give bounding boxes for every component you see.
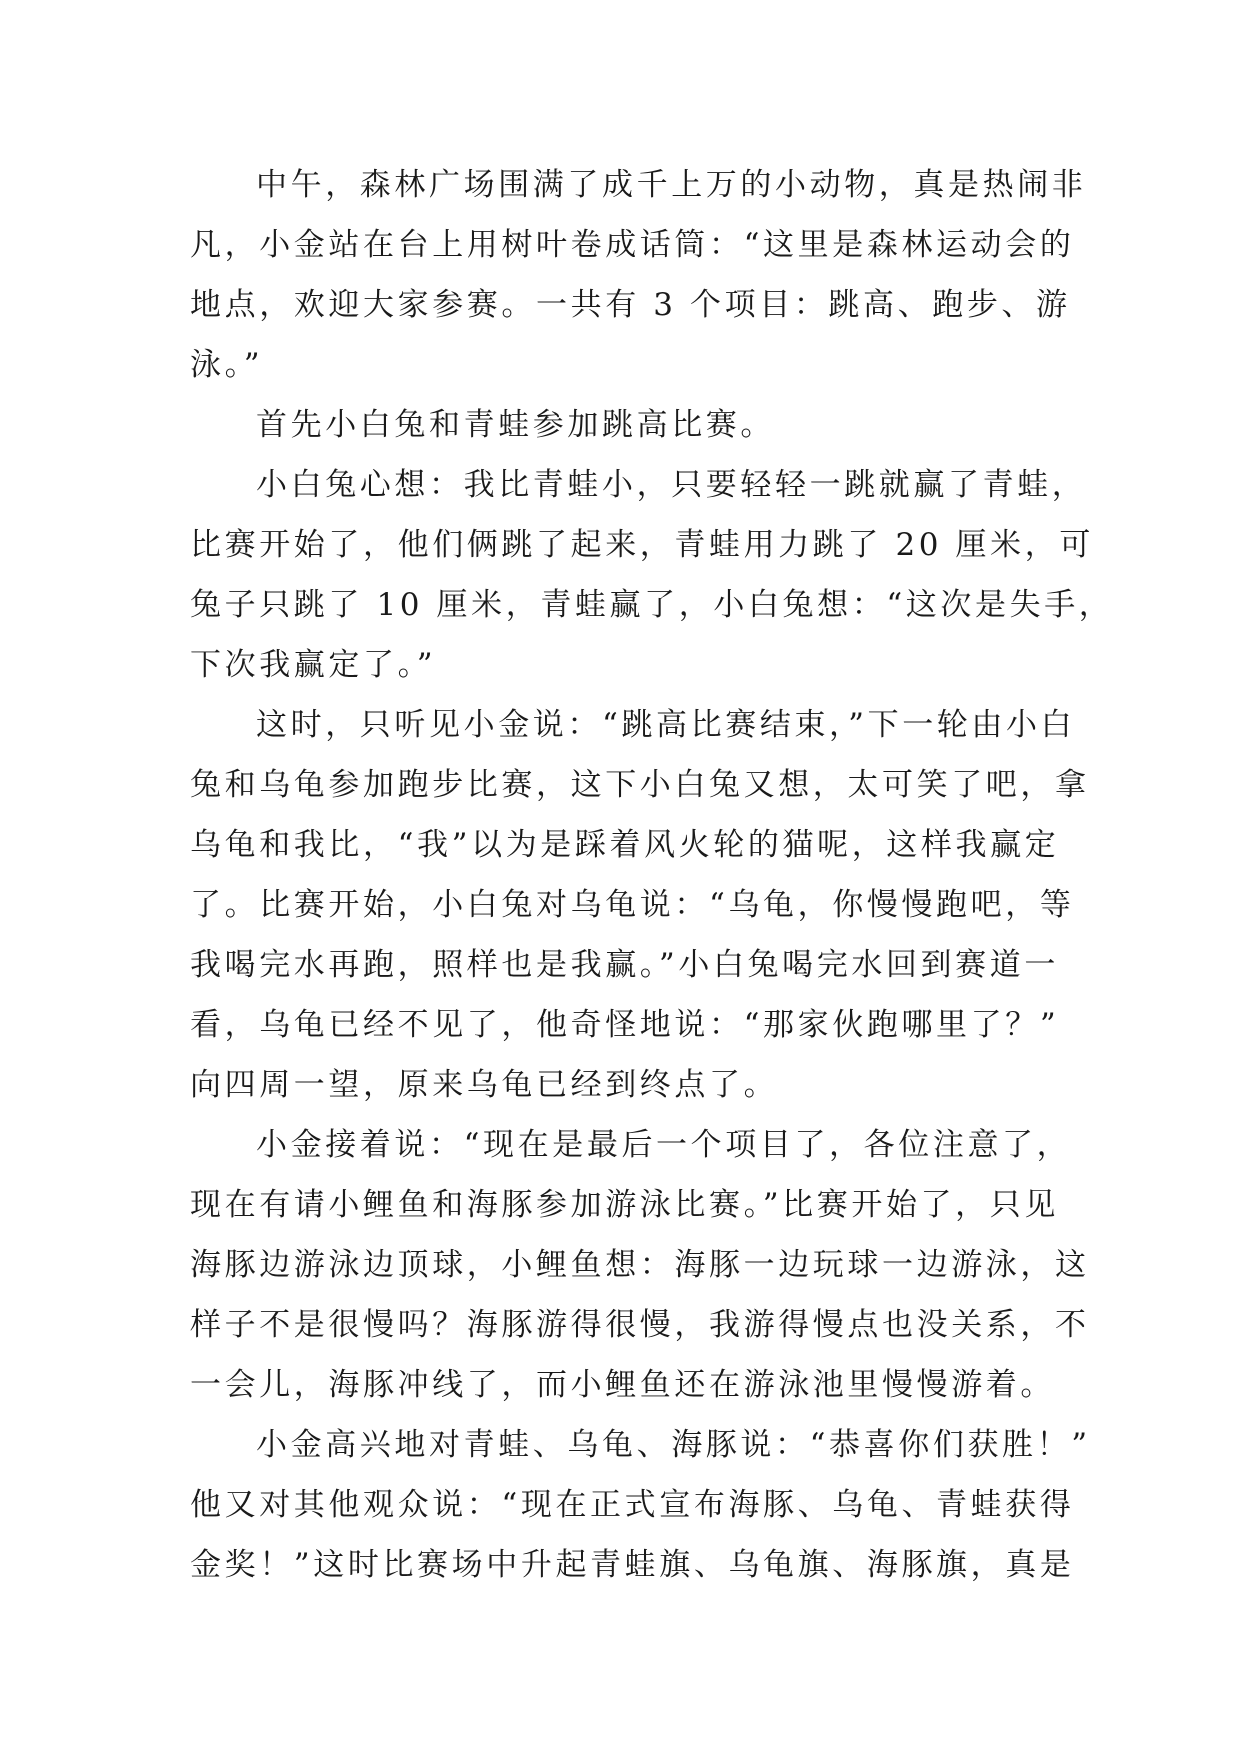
text-line: 下次我赢定了。” [190,647,437,683]
text-line: 现在有请小鲤鱼和海豚参加游泳比赛。”比赛开始了，只见 [190,1187,1059,1223]
text-line: 样子不是很慢吗？海豚游得很慢，我游得慢点也没关系，不 [190,1307,1090,1343]
text-line: 这时，只听见小金说：“跳高比赛结束，”下一轮由小白 [256,707,1076,743]
text-line: 中午，森林广场围满了成千上万的小动物，真是热闹非 [256,167,1087,203]
text-line: 兔和乌龟参加跑步比赛，这下小白兔又想，太可笑了吧，拿 [190,767,1090,803]
text-line: 小金接着说：“现在是最后一个项目了，各位注意了， [256,1127,1072,1163]
text-line: 海豚边游泳边顶球，小鲤鱼想：海豚一边玩球一边游泳，这 [190,1247,1090,1283]
text-line: 我喝完水再跑，照样也是我赢。”小白兔喝完水回到赛道一 [190,947,1059,983]
text-line: 了。比赛开始，小白兔对乌龟说：“乌龟，你慢慢跑吧，等 [190,887,1075,923]
text-line: 小白兔心想：我比青蛙小，只要轻轻一跳就赢了青蛙， [256,467,1087,503]
text-line: 看，乌龟已经不见了，他奇怪地说：“那家伙跑哪里了？” [190,1007,1060,1043]
text-line: 一会儿，海豚冲线了，而小鲤鱼还在游泳池里慢慢游着。 [190,1367,1055,1403]
text-line: 首先小白兔和青蛙参加跳高比赛。 [256,407,775,443]
text-line: 兔子只跳了 10 厘米，青蛙赢了，小白兔想：“这次是失手， [190,587,1114,623]
text-line: 小金高兴地对青蛙、乌龟、海豚说：“恭喜你们获胜！” [256,1427,1091,1463]
text-line: 金奖！”这时比赛场中升起青蛙旗、乌龟旗、海豚旗，真是 [190,1547,1075,1583]
text-line: 比赛开始了，他们俩跳了起来，青蛙用力跳了 20 厘米，可 [190,527,1094,563]
text-line: 乌龟和我比，“我”以为是踩着风火轮的猫呢，这样我赢定 [190,827,1060,863]
text-line: 地点，欢迎大家参赛。一共有 3 个项目：跳高、跑步、游 [190,287,1071,323]
text-line: 向四周一望，原来乌龟已经到终点了。 [190,1067,779,1103]
text-line: 他又对其他观众说：“现在正式宣布海豚、乌龟、青蛙获得 [190,1487,1075,1523]
text-line: 泳。” [190,347,264,383]
document-body [190,155,1114,1595]
text-line: 凡，小金站在台上用树叶卷成话筒：“这里是森林运动会的 [190,227,1075,263]
